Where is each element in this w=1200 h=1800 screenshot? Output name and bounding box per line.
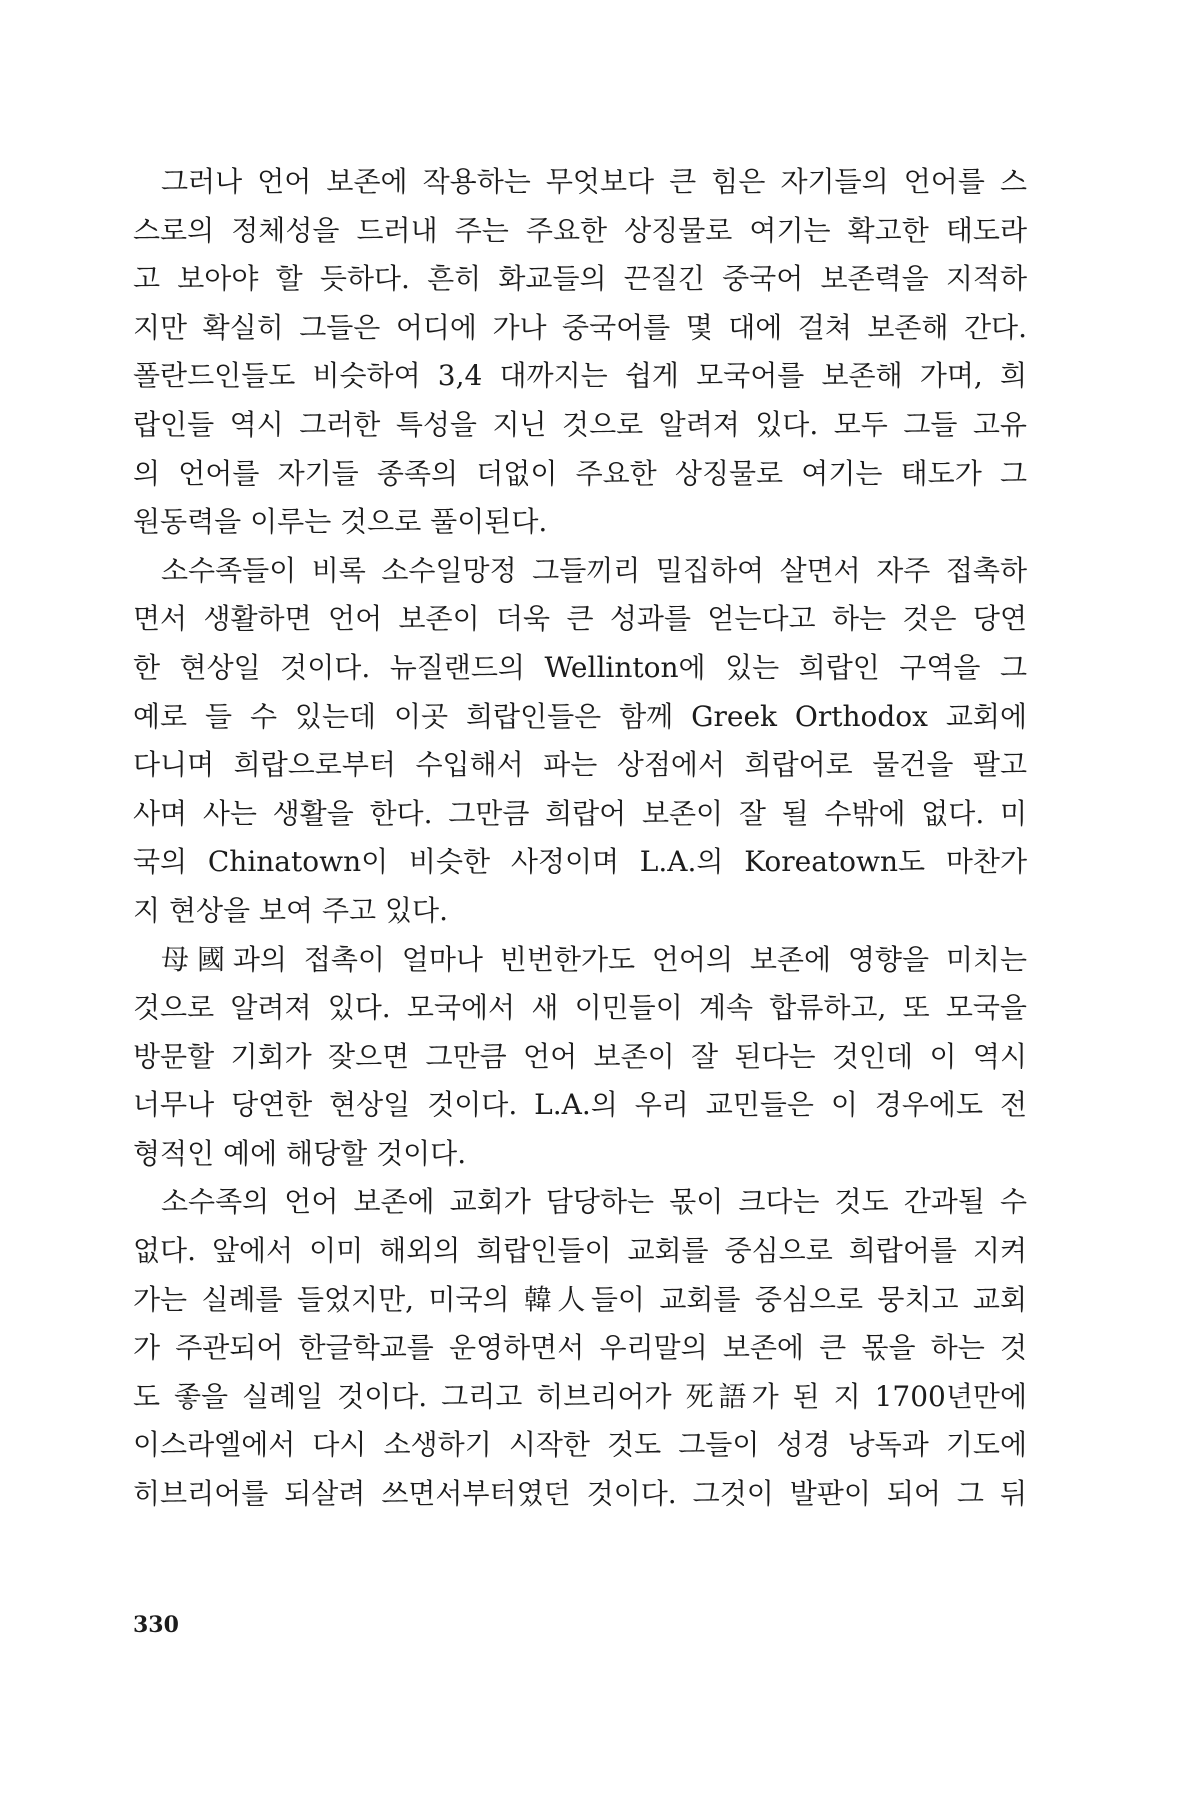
text-line: 형적인 예에 해당할 것이다. [133, 1136, 467, 1170]
body-text [133, 158, 1027, 1519]
text-line: 도 좋을 실례일 것이다. 그리고 히브리어가 死語가 된 지 1700년만에 [133, 1379, 1027, 1413]
text-line: 이스라엘에서 다시 소생하기 시작한 것도 그들이 성경 낭독과 기도에 [133, 1428, 1027, 1462]
text-line: 국의 Chinatown이 비슷한 사정이며 L.A.의 Koreatown도 마찬가 [133, 845, 1027, 879]
text-line: 원동력을 이루는 것으로 풀이된다. [133, 505, 548, 539]
text-line: 스로의 정체성을 드러내 주는 주요한 상징물로 여기는 확고한 태도라 [133, 213, 1027, 247]
text-line: 그러나 언어 보존에 작용하는 무엇보다 큰 힘은 자기들의 언어를 스 [161, 165, 1027, 198]
text-line: 것으로 알려져 있다. 모국에서 새 이민들이 계속 합류하고, 또 모국을 [133, 991, 1027, 1025]
text-line: 면서 생활하면 언어 보존이 더욱 큰 성과를 얻는다고 하는 것은 당연 [133, 602, 1027, 636]
text-line: 소수족의 언어 보존에 교회가 담당하는 몫이 크다는 것도 간과될 수 [161, 1185, 1027, 1219]
text-line: 지 현상을 보여 주고 있다. [133, 893, 448, 927]
text-line: 고 보아야 할 듯하다. 흔히 화교들의 끈질긴 중국어 보존력을 지적하 [133, 262, 1027, 296]
text-line: 지만 확실히 그들은 어디에 가나 중국어를 몇 대에 걸쳐 보존해 간다. [133, 310, 1027, 344]
text-line: 母國과의 접촉이 얼마나 빈번한가도 언어의 보존에 영향을 미치는 [161, 942, 1027, 976]
text-line: 사며 사는 생활을 한다. 그만큼 희랍어 보존이 잘 될 수밖에 없다. 미 [133, 796, 1027, 830]
text-line: 한 현상일 것이다. 뉴질랜드의 Wellinton에 있는 희랍인 구역을 그 [133, 650, 1027, 684]
text-line: 히브리어를 되살려 쓰면서부터였던 것이다. 그것이 발판이 되어 그 뒤 [133, 1477, 1027, 1511]
text-line: 너무나 당연한 현상일 것이다. L.A.의 우리 교민들은 이 경우에도 전 [133, 1088, 1027, 1122]
page-number: 330 [133, 1612, 179, 1638]
text-line: 폴란드인들도 비슷하여 3,4 대까지는 쉽게 모국어를 보존해 가며, 희 [133, 359, 1027, 393]
text-line: 랍인들 역시 그러한 특성을 지닌 것으로 알려져 있다. 모두 그들 고유 [133, 407, 1027, 441]
text-line: 다니며 희랍으로부터 수입해서 파는 상점에서 희랍어로 물건을 팔고 [133, 748, 1027, 782]
text-line: 의 언어를 자기들 종족의 더없이 주요한 상징물로 여기는 태도가 그 [133, 456, 1027, 490]
text-line: 예로 들 수 있는데 이곳 희랍인들은 함께 Greek Orthodox 교회에 [133, 699, 1027, 733]
text-line: 가는 실례를 들었지만, 미국의 韓人들이 교회를 중심으로 뭉치고 교회 [133, 1282, 1027, 1316]
text-line: 없다. 앞에서 이미 해외의 희랍인들이 교회를 중심으로 희랍어를 지켜 [133, 1234, 1027, 1268]
text-line: 방문할 기회가 잦으면 그만큼 언어 보존이 잘 된다는 것인데 이 역시 [133, 1039, 1027, 1073]
text-line: 소수족들이 비록 소수일망정 그들끼리 밀집하여 살면서 자주 접촉하 [161, 553, 1027, 587]
text-line: 가 주관되어 한글학교를 운영하면서 우리말의 보존에 큰 몫을 하는 것 [133, 1331, 1027, 1365]
